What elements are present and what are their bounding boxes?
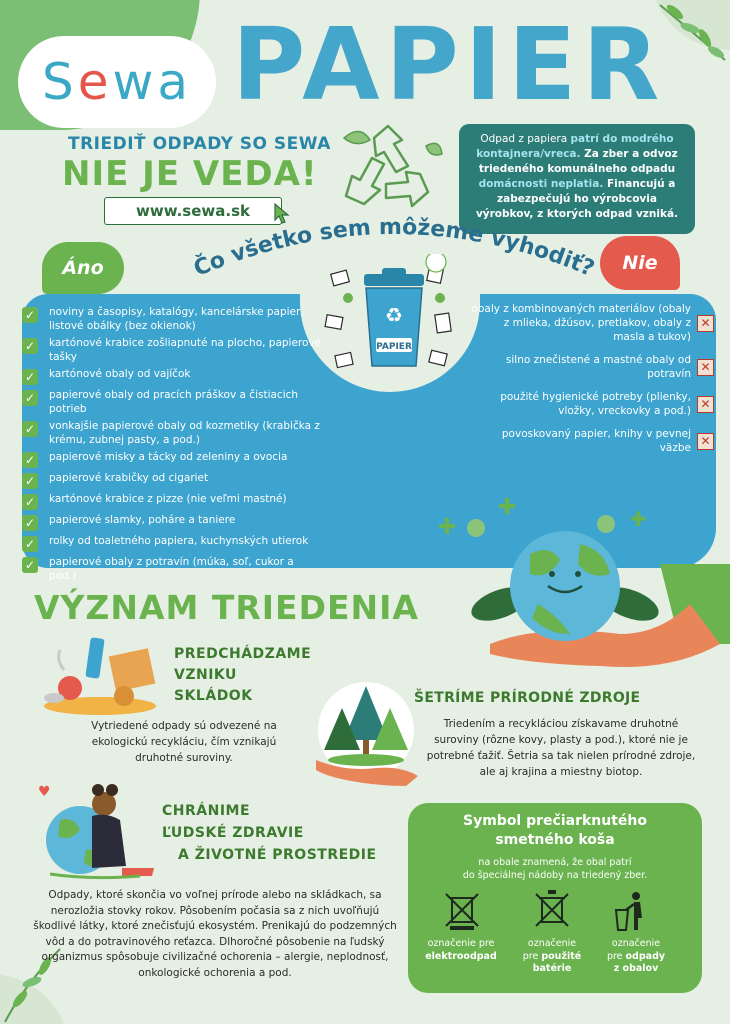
check-icon: ✓ — [22, 536, 38, 552]
check-icon: ✓ — [22, 390, 38, 406]
heading-line: CHRÁNIME — [162, 803, 251, 819]
caption-line: označenie pre — [427, 938, 495, 949]
page-title: PAPIER — [232, 6, 666, 123]
cross-icon: ✕ — [697, 396, 714, 413]
caption-bold: batérie — [532, 963, 572, 974]
caption-line: označenie — [611, 938, 661, 949]
symbol-title-line: Symbol prečiarknutého — [463, 813, 647, 829]
ano-list-item — [22, 450, 322, 468]
benefit-text: Triedením a recykláciou získavame druhotné suroviny (rôzne kovy, plasty a pod.), ktoré nie je potrebné ťažiť. Šetria sa tak nielen prírodné zdroje, ale aj krajina a miestny biotop. — [426, 718, 696, 778]
ano-item-text: kartónové krabice z pizze (nie veľmi mastné) — [49, 493, 287, 505]
crossed-bin-battery-icon — [530, 888, 574, 932]
nie-item-text: silno znečistené a mastné obaly od potravín — [505, 354, 691, 380]
benefit-text: Vytriedené odpady sú odvezené na ekologickú recykláciu, čím vznikajú druhotné suroviny. — [91, 720, 277, 764]
ano-list-item — [22, 471, 322, 489]
nie-list-item — [470, 390, 714, 418]
paper-bin-icon — [318, 254, 466, 382]
ano-list-item — [22, 367, 322, 385]
landfill-illustration — [36, 630, 166, 716]
benefit-heading: ŠETRÍME PRÍRODNÉ ZDROJE — [414, 690, 641, 706]
ano-list-item — [22, 555, 322, 583]
trees-hand-illustration — [306, 676, 422, 788]
svg-text:✚: ✚ — [498, 495, 517, 520]
benefit-heading — [174, 644, 311, 707]
crossed-bin-icon — [440, 888, 484, 932]
ano-item-text: kartónové krabice zošliapnuté na plocho, papierové tašky — [49, 337, 322, 363]
ano-list-item — [22, 419, 322, 447]
ano-item-text: papierové obaly z potravín (múka, soľ, cukor a pod.) — [49, 556, 294, 582]
info-text: Financujú a zabezpečujú ho výrobcovia výrobkov, z ktorých odpad vzniká. — [475, 178, 679, 220]
caption-line: pre — [606, 950, 626, 962]
symbol-description — [408, 856, 702, 882]
symbol-caption — [413, 938, 509, 963]
check-icon: ✓ — [22, 494, 38, 510]
check-icon: ✓ — [22, 338, 38, 354]
ano-list-item — [22, 388, 322, 416]
caption-bold: z obalov — [613, 963, 659, 974]
info-text: Za zber a odvoz triedeného komunálneho odpadu — [478, 148, 678, 175]
cross-icon: ✕ — [697, 315, 714, 332]
nie-list-item — [470, 427, 714, 455]
info-highlight: domácnosti neplatia. — [478, 178, 604, 190]
heading-line: A ŽIVOTNÉ PROSTREDIE — [178, 847, 377, 863]
ano-list — [22, 305, 322, 586]
caption-bold: elektroodpad — [425, 950, 497, 962]
ano-item-text: vonkajšie papierové obaly od kozmetiky (krabička z krému, zubnej pasty, a pod.) — [49, 420, 320, 446]
check-icon: ✓ — [22, 473, 38, 489]
section-title: VÝZNAM TRIEDENIA — [34, 588, 419, 627]
caption-bold: použité — [541, 950, 582, 962]
symbol-caption — [504, 938, 600, 976]
person-bin-icon — [608, 888, 652, 932]
symbol-caption — [588, 938, 684, 976]
svg-text:♻: ♻ — [385, 303, 403, 327]
ano-item-text: papierové misky a tácky od zeleniny a ovocia — [49, 451, 288, 463]
ano-item-text: papierové slamky, poháre a taniere — [49, 514, 236, 526]
heading-line: PREDCHÁDZAME — [174, 646, 312, 662]
symbol-title — [408, 812, 702, 850]
symbol-desc-line: na obale znamená, že obal patrí — [478, 857, 632, 868]
svg-text:PAPIER: PAPIER — [376, 342, 412, 352]
website-link[interactable]: www.sewa.sk — [104, 197, 282, 225]
ano-list-item — [22, 305, 322, 333]
ano-item-text: papierové obaly od pracích práškov a čistiacich potrieb — [49, 389, 299, 415]
globe-hand-illustration — [420, 494, 730, 674]
caption-bold: odpady — [625, 950, 666, 962]
symbol-title-line: smetného koša — [495, 832, 615, 848]
cross-icon: ✕ — [697, 433, 714, 450]
tagline-line1: TRIEDIŤ ODPADY SO SEWA — [68, 134, 331, 154]
benefit-heading — [162, 800, 377, 866]
ano-item-text: rolky od toaletného papiera, kuchynských utierok — [49, 535, 309, 547]
nie-item-text: použité hygienické potreby (plienky, vložky, vreckovky a pod.) — [500, 391, 691, 417]
check-icon: ✓ — [22, 515, 38, 531]
svg-text:♥: ♥ — [38, 784, 51, 800]
benefit-text: Odpady, ktoré skončia vo voľnej prírode alebo na skládkach, sa nerozložia stovky rokov. Pôsobením počasia sa z nich uvoľňujú škodlivé látky, ktoré znečisťujú ekosystém. Prenikajú do podzemných vôd a do potravinového reťazca. Dlhoročné pôsobenie na ľudský organizmus spôsobuje civilizačné ochorenia – alergie, neplodnosť, onkologické ochorenia a pod. — [33, 889, 397, 979]
caption-line: pre — [522, 950, 542, 962]
tagline-line2: NIE JE VEDA! — [62, 154, 318, 194]
ano-list-item — [22, 513, 322, 531]
check-icon: ✓ — [22, 369, 38, 385]
ano-list-item — [22, 336, 322, 364]
logo-text: Sewa — [41, 53, 193, 111]
ano-item-text: noviny a časopisy, katalógy, kancelárske papier, listové obálky (bez okienok) — [49, 306, 304, 332]
check-icon: ✓ — [22, 421, 38, 437]
heading-line: ĽUDSKÉ ZDRAVIE — [162, 825, 304, 841]
svg-text:✚: ✚ — [438, 515, 457, 540]
info-highlight: patrí do modrého kontajnera/vreca. — [476, 133, 674, 160]
nie-list-item — [470, 353, 714, 381]
symbol-desc-line: do špeciálnej nádoby na triedený zber. — [462, 870, 648, 881]
check-icon: ✓ — [22, 307, 38, 323]
nie-item-text: povoskovaný papier, knihy v pevnej väzbe — [501, 428, 691, 454]
nie-item-text: obaly z kombinovaných materiálov (obaly z mlieka, džúsov, pretlakov, obaly z masla a tukov) — [471, 303, 691, 343]
logo[interactable] — [18, 36, 216, 128]
ano-item-text: kartónové obaly od vajíčok — [49, 368, 191, 380]
heading-line: SKLÁDOK — [174, 688, 253, 704]
cross-icon: ✕ — [697, 359, 714, 376]
ano-bubble: Áno — [42, 242, 124, 294]
girl-hugging-earth-illustration — [30, 776, 162, 886]
nie-bubble: Nie — [600, 236, 680, 290]
nie-list — [470, 302, 714, 464]
info-text: Odpad z papiera — [480, 133, 571, 145]
ano-list-item — [22, 534, 322, 552]
nie-list-item — [470, 302, 714, 344]
check-icon: ✓ — [22, 452, 38, 468]
svg-text:✚: ✚ — [630, 507, 647, 531]
ano-list-item — [22, 492, 322, 510]
svg-text:Čo všetko sem môžeme vyhodiť?: Čo všetko sem môžeme vyhodiť? — [190, 214, 598, 282]
ano-item-text: papierové krabičky od cigariet — [49, 472, 209, 484]
heading-line: VZNIKU — [174, 667, 237, 683]
check-icon: ✓ — [22, 557, 38, 573]
caption-line: označenie — [527, 938, 577, 949]
